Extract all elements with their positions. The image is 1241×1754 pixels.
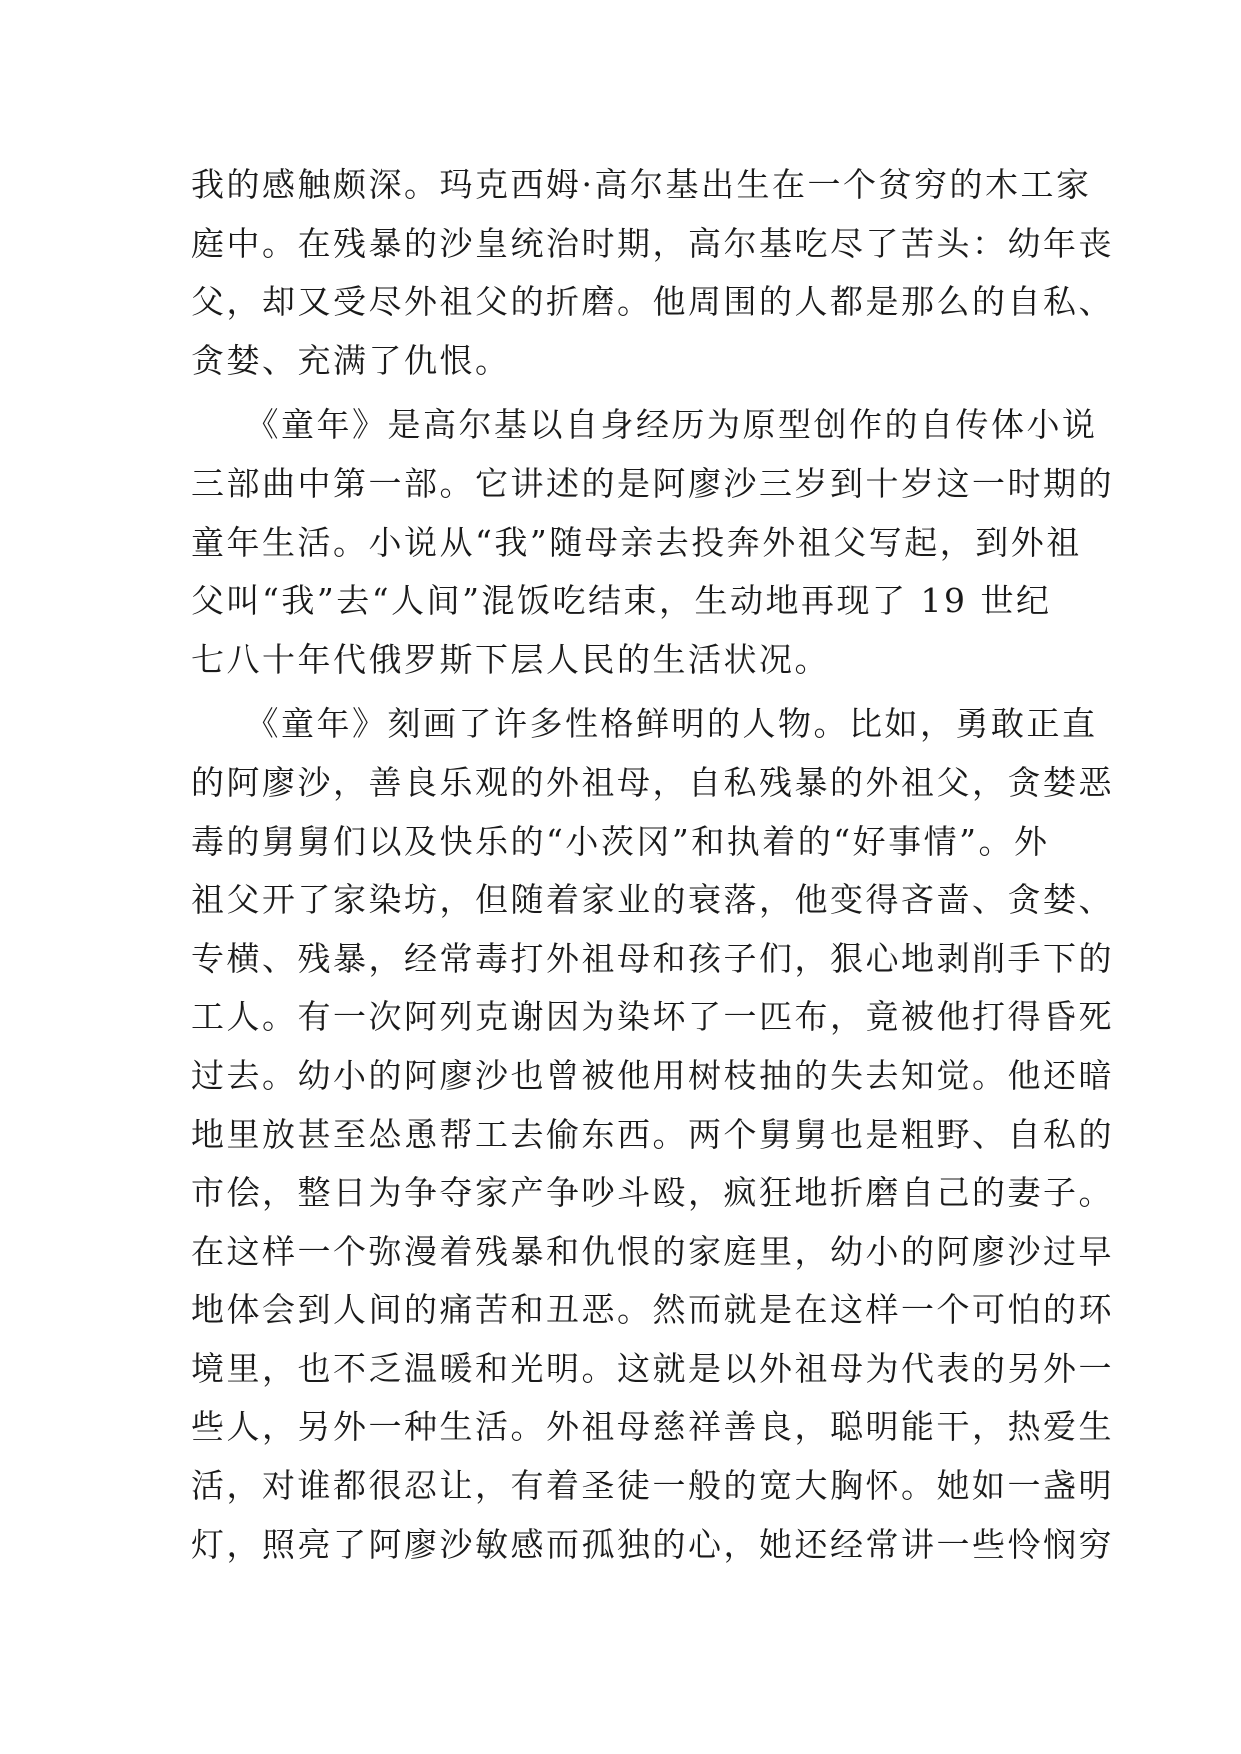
text-line: 庭中。在残暴的沙皇统治时期，高尔基吃尽了苦头：幼年丧 xyxy=(191,223,1114,263)
text-line: 专横、残暴，经常毒打外祖母和孩子们，狠心地剥削手下的 xyxy=(191,938,1114,978)
text-line: 灯，照亮了阿廖沙敏感而孤独的心，她还经常讲一些怜悯穷 xyxy=(191,1524,1114,1564)
paragraph-1 xyxy=(191,156,1114,390)
text-line: 工人。有一次阿列克谢因为染坏了一匹布，竟被他打得昏死 xyxy=(191,997,1114,1037)
text-line: 的阿廖沙，善良乐观的外祖母，自私残暴的外祖父，贪婪恶 xyxy=(191,762,1114,802)
text-line: 境里，也不乏温暖和光明。这就是以外祖母为代表的另外一 xyxy=(191,1348,1114,1388)
text-line: 地里放甚至怂恿帮工去偷东西。两个舅舅也是粗野、自私的 xyxy=(191,1114,1114,1154)
text-line: 父叫“我”去“人间”混饭吃结束，生动地再现了 19 世纪 xyxy=(191,581,1052,621)
text-line: 活，对谁都很忍让，有着圣徒一般的宽大胸怀。她如一盏明 xyxy=(191,1466,1114,1506)
text-line: 《童年》是高尔基以自身经历为原型创作的自传体小说 xyxy=(191,405,1098,445)
text-line: 些人，另外一种生活。外祖母慈祥善良，聪明能干，热爱生 xyxy=(191,1407,1114,1447)
text-line: 毒的舅舅们以及快乐的“小茨冈”和执着的“好事情”。外 xyxy=(191,821,1050,861)
paragraph-2 xyxy=(191,396,1114,689)
text-line: 《童年》刻画了许多性格鲜明的人物。比如，勇敢正直 xyxy=(191,704,1098,744)
body-text xyxy=(191,156,1114,1574)
text-line: 父，却又受尽外祖父的折磨。他周围的人都是那么的自私、 xyxy=(191,282,1114,322)
text-line: 我的感触颇深。玛克西姆·高尔基出生在一个贫穷的木工家 xyxy=(191,165,1092,204)
text-line: 地体会到人间的痛苦和丑恶。然而就是在这样一个可怕的环 xyxy=(191,1290,1114,1330)
text-line: 祖父开了家染坊，但随着家业的衰落，他变得吝啬、贪婪、 xyxy=(191,880,1114,920)
text-line: 贪婪、充满了仇恨。 xyxy=(191,340,511,380)
text-line: 三部曲中第一部。它讲述的是阿廖沙三岁到十岁这一时期的 xyxy=(191,463,1114,503)
paragraph-3 xyxy=(191,695,1114,1574)
text-line: 童年生活。小说从“我”随母亲去投奔外祖父写起，到外祖 xyxy=(191,522,1082,562)
text-line: 在这样一个弥漫着残暴和仇恨的家庭里，幼小的阿廖沙过早 xyxy=(191,1231,1114,1271)
text-line: 过去。幼小的阿廖沙也曾被他用树枝抽的失去知觉。他还暗 xyxy=(191,1055,1114,1095)
text-line: 七八十年代俄罗斯下层人民的生活状况。 xyxy=(191,639,830,679)
text-line: 市侩，整日为争夺家产争吵斗殴，疯狂地折磨自己的妻子。 xyxy=(191,1173,1114,1213)
